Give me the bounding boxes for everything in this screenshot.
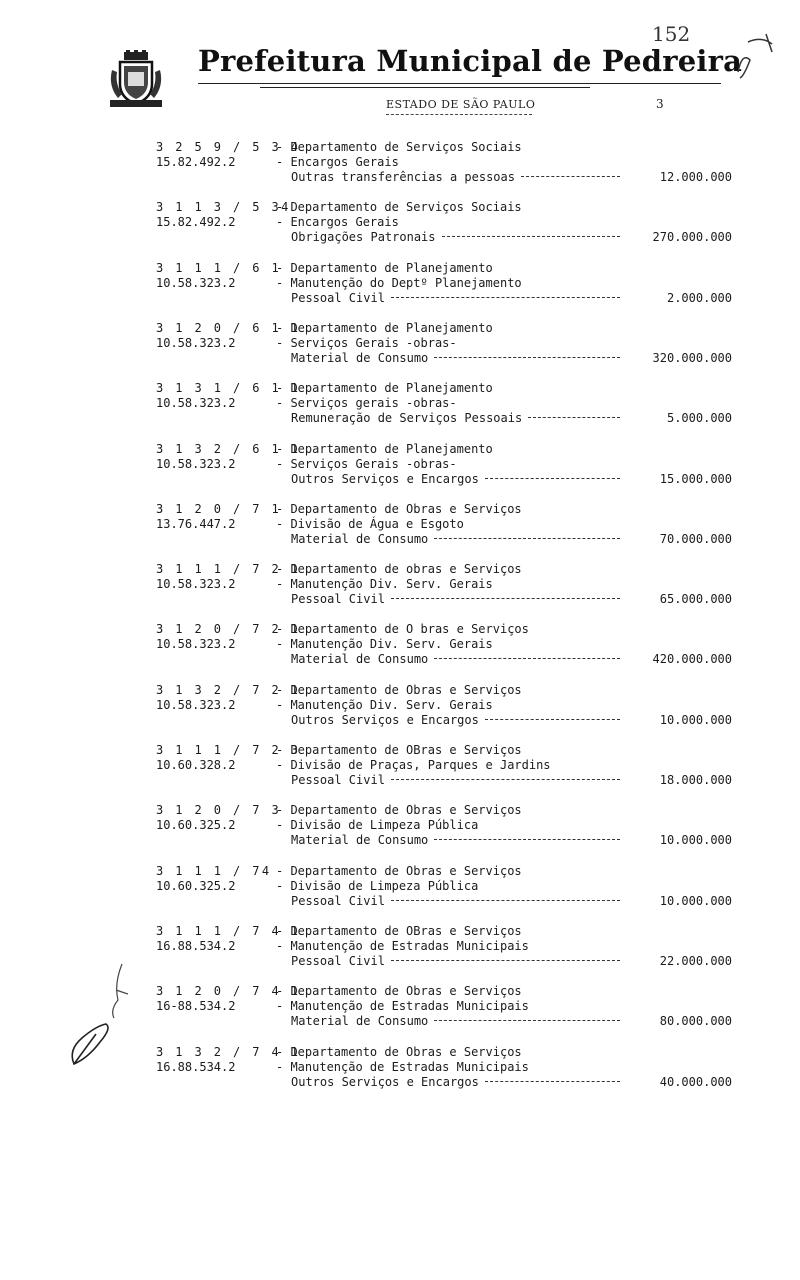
entry-amount: 2.000.000 [666,290,732,305]
functional-code: 10.58.323.2 [156,335,236,350]
unit-label: - Manutenção Div. Serv. Gerais [276,697,493,712]
functional-code: 16.88.534.2 [156,1059,236,1074]
unit-label: - Divisão de Limpeza Pública [276,878,479,893]
unit-label: - Encargos Gerais [276,155,399,169]
department-label: - Departamento de O bras e Serviços [276,622,529,637]
entry-amount: 40.000.000 [659,1074,732,1089]
state-rule [386,114,532,115]
functional-code: 16-88.534.2 [156,999,236,1014]
functional-code: 15.82.492.2 [156,155,236,169]
unit-label: - Encargos Gerais [276,215,399,230]
department-label: - Departamento de Obras e Serviços [276,984,522,999]
unit-label: - Divisão de Água e Esgoto [276,516,464,531]
dotted-leader [391,960,620,961]
unit-label: - Serviços Gerais -obras- [276,456,457,471]
expense-item: Material de Consumo [291,833,429,848]
department-label: - Departamento de Obras e Serviços [276,863,522,878]
expense-item: Material de Consumo [291,1014,429,1029]
expense-item: Obrigações Patronais [291,230,436,245]
department-label: - Departamento de Obras e Serviços [276,1044,522,1059]
budget-entry [0,924,800,974]
budget-entry [0,683,800,733]
functional-code: 10.60.325.2 [156,878,236,893]
entry-amount: 10.000.000 [659,833,732,848]
budget-entry [0,562,800,612]
entry-code: 3 1 3 2 / 6 1 1 [156,441,301,456]
functional-code: 10.58.323.2 [156,396,236,411]
dotted-leader [391,297,620,298]
entry-code: 3 1 2 0 / 7 1 [156,501,282,516]
unit-label: - Manutenção Div. Serv. Gerais [276,577,493,592]
functional-code: 10.60.328.2 [156,758,236,772]
entry-code: 3 1 2 0 / 7 4 1 [156,984,301,999]
unit-label: - Manutenção Div. Serv. Gerais [276,637,493,652]
functional-code: 10.60.325.2 [156,818,236,833]
entry-code: 3 1 2 0 / 6 1 1 [156,320,301,335]
dotted-leader [485,719,620,720]
dotted-leader [434,839,620,840]
page-title: Prefeitura Municipal de Pedreira [198,44,743,78]
functional-code: 10.58.323.2 [156,275,236,290]
dotted-leader [485,1081,620,1082]
functional-code: 13.76.447.2 [156,516,236,531]
entry-amount: 80.000.000 [659,1014,732,1029]
unit-label: - Manutenção de Estradas Municipais [276,938,529,953]
functional-code: 10.58.323.2 [156,697,236,712]
budget-entry [0,864,800,914]
budget-entry [0,984,800,1034]
functional-code: 10.58.323.2 [156,637,236,652]
department-label: - Departamento de Obras e Serviços [276,682,522,697]
expense-item: Pessoal Civil [291,893,385,908]
expense-item: Pessoal Civil [291,953,385,968]
expense-item: Outros Serviços e Encargos [291,471,479,486]
entry-amount: 10.000.000 [659,712,732,727]
entry-code: 3 2 5 9 / 5 3 4 [156,140,301,154]
expense-item: Remuneração de Serviços Pessoais [291,411,523,426]
entry-code: 3 1 1 1 / 7 2 3 [156,743,301,757]
expense-item: Material de Consumo [291,531,429,546]
dotted-leader [434,1020,620,1021]
dotted-leader [391,779,620,780]
title-rule [198,83,721,84]
budget-entry [0,442,800,492]
department-label: - Departamento de Planejamento [276,381,493,396]
department-label: - Departamento de Serviços Sociais [276,140,522,154]
unit-label: - Divisão de Limpeza Pública [276,818,479,833]
budget-entry [0,803,800,853]
entry-amount: 270.000.000 [652,230,732,245]
unit-label: - Manutenção do Deptº Planejamento [276,275,522,290]
unit-label: - Manutenção de Estradas Municipais [276,1059,529,1074]
dotted-leader [442,236,620,237]
entry-amount: 320.000.000 [652,350,732,365]
entry-amount: 5.000.000 [666,411,732,426]
entry-amount: 65.000.000 [659,592,732,607]
expense-item: Outros Serviços e Encargos [291,712,479,727]
entry-code: 3 1 3 2 / 7 4 1 [156,1044,301,1059]
entry-amount: 12.000.000 [659,170,732,184]
dotted-leader [521,176,620,177]
page-number: 3 [656,97,664,111]
entry-code: 3 1 3 2 / 7 2 1 [156,682,301,697]
entry-amount: 15.000.000 [659,471,732,486]
entry-amount: 10.000.000 [659,893,732,908]
department-label: - Departamento de Planejamento [276,260,493,275]
department-label: - Departamento de Planejamento [276,320,493,335]
department-label: - Departamento de Obras e Serviços [276,803,522,818]
unit-label: - Serviços Gerais -obras- [276,335,457,350]
entry-amount: 70.000.000 [659,531,732,546]
department-label: - Departamento de Planejamento [276,441,493,456]
state-label: ESTADO DE SÃO PAULO [386,98,536,111]
entry-code: 3 1 1 1 / 7 2 1 [156,562,301,577]
entry-code: 3 1 1 1 / 7 4 1 [156,923,301,938]
unit-label: - Divisão de Praças, Parques e Jardins [276,758,551,772]
dotted-leader [485,478,620,479]
expense-item: Outros Serviços e Encargos [291,1074,479,1089]
budget-entry [0,1045,800,1095]
expense-item: Material de Consumo [291,350,429,365]
entry-code: 3 1 3 1 / 6 1 1 [156,381,301,396]
expense-item: Pessoal Civil [291,592,385,607]
budget-entry [0,200,800,250]
functional-code: 16.88.534.2 [156,938,236,953]
title-rule [260,87,590,88]
expense-item: Pessoal Civil [291,773,385,787]
municipal-crest-icon [108,50,164,108]
expense-item: Outras transferências a pessoas [291,170,515,184]
folio-number: 152 [652,22,691,46]
entry-code: 3 1 2 0 / 7 3 [156,803,282,818]
department-label: - Departamento de Obras e Serviços [276,501,522,516]
dotted-leader [434,658,620,659]
entry-amount: 18.000.000 [659,773,732,787]
functional-code: 10.58.323.2 [156,577,236,592]
unit-label: - Serviços gerais -obras- [276,396,457,411]
department-label: - Departamento de Serviços Sociais [276,200,522,215]
dotted-leader [434,538,620,539]
dotted-leader [528,417,620,418]
functional-code: 10.58.323.2 [156,456,236,471]
entry-amount: 22.000.000 [659,953,732,968]
expense-item: Pessoal Civil [291,290,385,305]
unit-label: - Manutenção de Estradas Municipais [276,999,529,1014]
budget-entry [0,381,800,431]
budget-entry [0,140,800,190]
expense-item: Material de Consumo [291,652,429,667]
dotted-leader [434,357,620,358]
budget-entry [0,502,800,552]
department-label: - Departamento de obras e Serviços [276,562,522,577]
dotted-leader [391,900,620,901]
budget-entry [0,622,800,672]
department-label: - Departamento de OBras e Serviços [276,923,522,938]
entry-code: 3 1 1 1 / 74 [156,863,272,878]
department-label: - Departamento de OBras e Serviços [276,743,522,757]
entry-code: 3 1 1 3 / 5 34 [156,200,291,215]
budget-entry [0,321,800,371]
budget-entry [0,743,800,793]
functional-code: 15.82.492.2 [156,215,236,230]
budget-entry [0,261,800,311]
dotted-leader [391,598,620,599]
signature-mark-icon [732,32,778,80]
entry-amount: 420.000.000 [652,652,732,667]
entry-code: 3 1 1 1 / 6 1 [156,260,282,275]
entry-code: 3 1 2 0 / 7 2 1 [156,622,301,637]
